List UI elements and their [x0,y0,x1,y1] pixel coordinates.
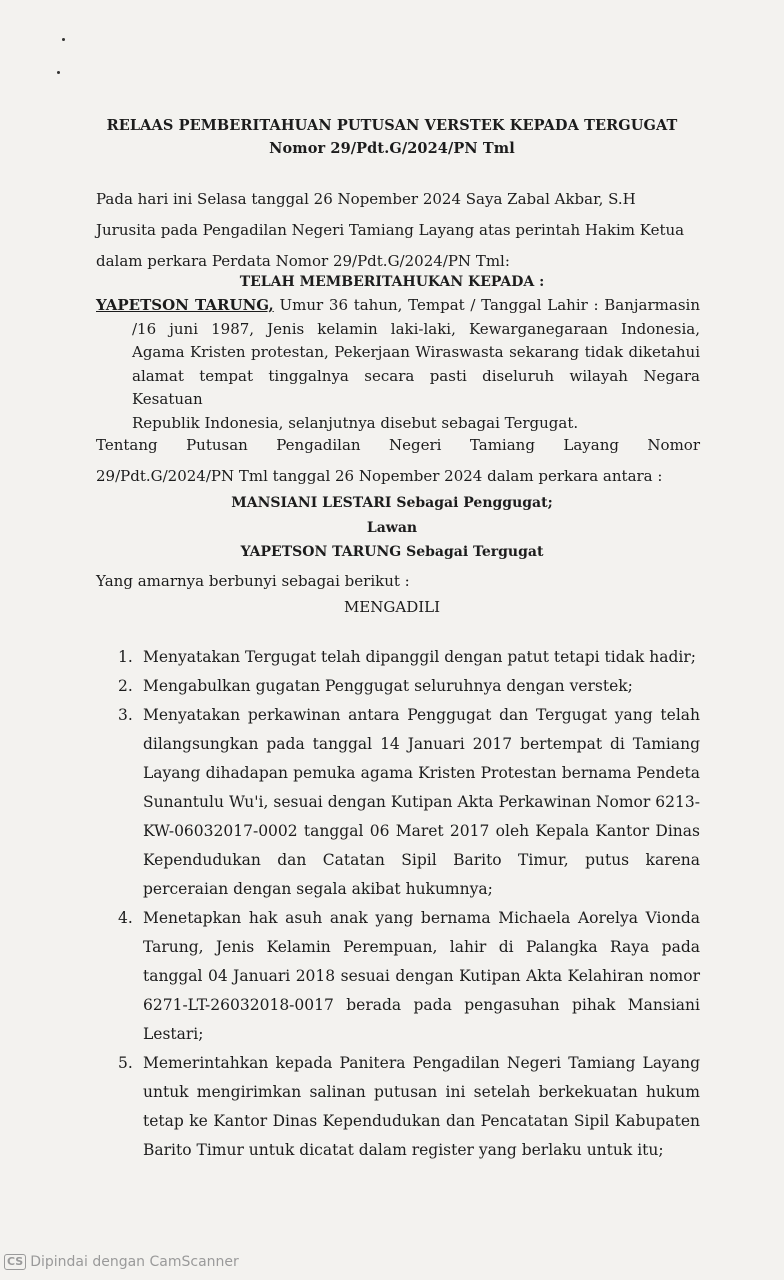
party-line: alamat tempat tinggalnya secara pasti diseluruh wilayah Negara Kesatuan [132,366,700,408]
verdict-item-number: 3. [118,706,133,724]
party-line: Republik Indonesia, selanjutnya disebut sebagai Tergugat. [132,413,579,432]
camscanner-watermark [4,1254,239,1270]
intro-line: dalam perkara Perdata Nomor 29/Pdt.G/2024/PN Tml: [96,252,510,270]
verdict-item-number: 5. [118,1054,133,1072]
party-line: YAPETSON TARUNG, Umur 36 tahun, Tempat / Tanggal Lahir : Banjarmasin [96,296,700,314]
notified-heading: TELAH MEMBERITAHUKAN KEPADA : [239,274,545,290]
verdict-item-text: Menyatakan Tergugat telah dipanggil dengan patut tetapi tidak hadir; [143,648,696,666]
verdict-item-text: Mengabulkan gugatan Penggugat seluruhnya dengan verstek; [143,677,633,695]
verdict-item [96,701,700,904]
party-line: Agama Kristen protestan, Pekerjaan Wiraswasta sekarang tidak diketahui [132,343,700,361]
party-line: /16 juni 1987, Jenis kelamin laki-laki, Kewarganegaraan Indonesia, [132,319,700,338]
scan-speck [57,71,60,74]
verdict-item [96,672,700,701]
verdict-intro: Yang amarnya berbunyi sebagai berikut : [96,572,410,590]
verdict-item-text: Menyatakan perkawinan antara Penggugat dan Tergugat yang telah dilangsungkan pada tanggal 14 Januari 2017 bertempat di Tamiang Layang dihadapan pemuka agama Kristen Protestan bernama Pendeta Sunantulu Wu'i, sesuai dengan Kutipan Akta Perkawinan Nomor 6213-KW-06032017-0002 tanggal 06 Maret 2017 oleh Kepala Kantor Dinas Kependudukan dan Catatan Sipil Barito Timur, putus karena perceraian dengan segala akibat hukumnya; [143,706,700,898]
verdict-heading: MENGADILI [343,598,441,616]
camscanner-logo-icon: CS [4,1254,26,1270]
verdict-item [96,904,700,1049]
party-paragraph [96,294,700,435]
versus-line: Lawan [366,520,418,536]
scan-speck [62,38,65,41]
verdict-item-number: 4. [118,909,133,927]
intro-paragraph [96,184,700,277]
verdict-item [96,1049,700,1165]
document-number: Nomor 29/Pdt.G/2024/PN Tml [269,140,515,157]
about-paragraph [96,430,700,492]
verdict-item-text: Memerintahkan kepada Panitera Pengadilan Negeri Tamiang Layang untuk mengirimkan salinan putusan ini setelah berkekuatan hukum tetap ke Kantor Dinas Kependudukan dan Pencatatan Sipil Kabupaten Barito Timur untuk dicatat dalam register yang berlaku untuk itu; [143,1054,700,1159]
verdict-item [96,643,700,672]
verdict-item-text: Menetapkan hak asuh anak yang bernama Michaela Aorelya Vionda Tarung, Jenis Kelamin Perempuan, lahir di Palangka Raya pada tanggal 04 Januari 2018 sesuai dengan Kutipan Akta Kelahiran nomor 6271-LT-26032018-0017 berada pada pengasuhan pihak Mansiani Lestari; [143,909,700,1043]
defendant-line: YAPETSON TARUNG Sebagai Tergugat [240,544,544,560]
about-line: Tentang Putusan Pengadilan Negeri Tamiang Layang Nomor [96,436,700,454]
verdict-item-number: 1. [118,648,133,666]
intro-line: Pada hari ini Selasa tanggal 26 Nopember 2024 Saya Zabal Akbar, S.H [96,190,636,208]
camscanner-text: Dipindai dengan CamScanner [30,1254,239,1270]
document-title: RELAAS PEMBERITAHUAN PUTUSAN VERSTEK KEPADA TERGUGAT [106,117,678,134]
about-line: 29/Pdt.G/2024/PN Tml tanggal 26 Nopember 2024 dalam perkara antara : [96,467,663,485]
plaintiff-line: MANSIANI LESTARI Sebagai Penggugat; [231,495,553,511]
intro-line: Jurusita pada Pengadilan Negeri Tamiang Layang atas perintah Hakim Ketua [96,221,685,239]
verdict-item-number: 2. [118,677,133,695]
party-name: YAPETSON TARUNG, [96,296,274,314]
verdict-list [96,643,700,1165]
